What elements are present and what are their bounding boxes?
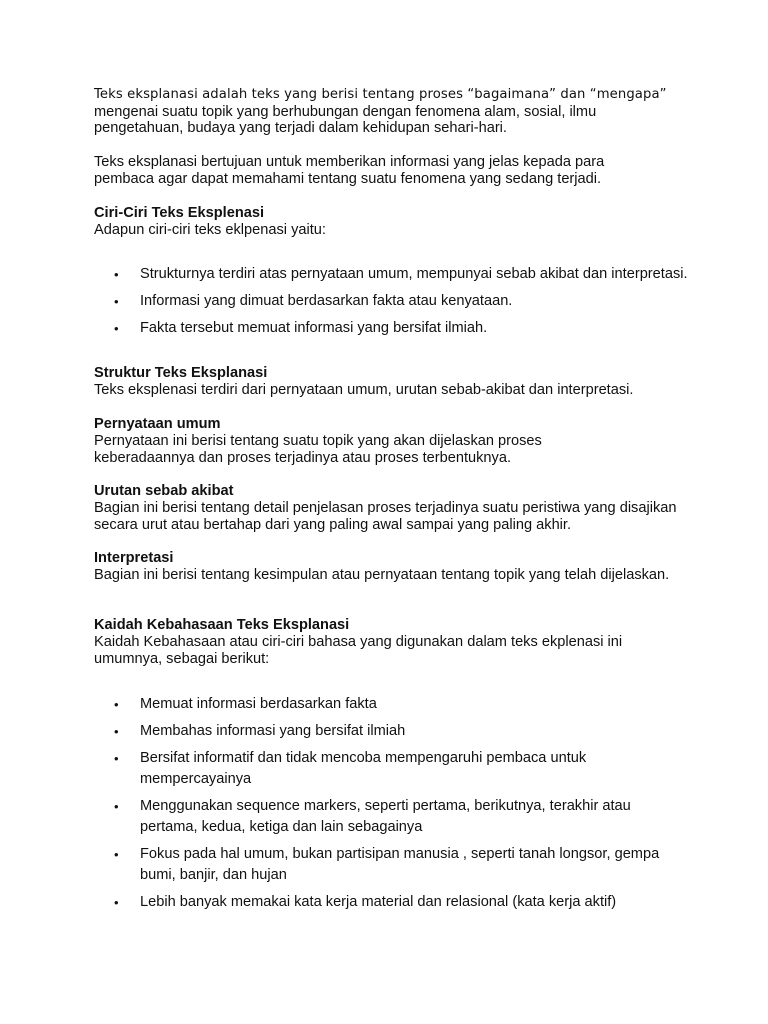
ciri-list (94, 264, 694, 339)
ciri-heading: Ciri-Ciri Teks Eksplenasi (94, 205, 265, 221)
list-item: • Fokus pada hal umum, bukan partisipan manusia , seperti tanah longsor, gempa bumi, banjir, dan hujan (94, 844, 674, 886)
pernyataan-heading: Pernyataan umum (94, 416, 221, 432)
list-item: • Membahas informasi yang bersifat ilmiah (94, 721, 674, 742)
kaidah-list (94, 694, 674, 913)
list-item: • Menggunakan sequence markers, seperti pertama, berikutnya, terakhir atau pertama, kedua, ketiga dan lain sebagainya (94, 796, 674, 838)
list-item: • Memuat informasi berdasarkan fakta (94, 694, 674, 715)
list-item: • Fakta tersebut memuat informasi yang bersifat ilmiah. (94, 318, 694, 339)
ciri-intro: Adapun ciri-ciri teks eklpenasi yaitu: (94, 222, 326, 238)
list-item: • Lebih banyak memakai kata kerja material dan relasional (kata kerja aktif) (94, 892, 674, 913)
purpose-paragraph: Teks eksplanasi bertujuan untuk memberikan informasi yang jelas kepada para pembaca agar dapat memahami tentang suatu fenomena yang sedang terjadi. (94, 154, 605, 187)
intro-first-line: Teks eksplanasi adalah teks yang berisi tentang proses “bagaimana” dan “mengapa” (94, 87, 667, 102)
struktur-heading: Struktur Teks Eksplanasi (94, 365, 268, 381)
list-item: • Informasi yang dimuat berdasarkan fakta atau kenyataan. (94, 291, 694, 312)
interpretasi-heading: Interpretasi (94, 550, 174, 566)
list-item: • Strukturnya terdiri atas pernyataan umum, mempunyai sebab akibat dan interpretasi. (94, 264, 694, 285)
urutan-text: Bagian ini berisi tentang detail penjelasan proses terjadinya suatu peristiwa yang disajikan secara urut atau bertahap dari yang paling awal sampai yang paling akhir. (94, 500, 677, 533)
kaidah-intro: Kaidah Kebahasaan atau ciri-ciri bahasa yang digunakan dalam teks ekplenasi ini umumnya, sebagai berikut: (94, 634, 623, 667)
struktur-text: Teks eksplenasi terdiri dari pernyataan umum, urutan sebab-akibat dan interpretasi. (94, 382, 634, 398)
list-item: • Bersifat informatif dan tidak mencoba mempengaruhi pembaca untuk mempercayainya (94, 748, 674, 790)
urutan-heading: Urutan sebab akibat (94, 483, 234, 499)
interpretasi-text: Bagian ini berisi tentang kesimpulan atau pernyataan tentang topik yang telah dijelaskan. (94, 567, 670, 583)
intro-rest: mengenai suatu topik yang berhubungan dengan fenomena alam, sosial, ilmu pengetahuan, budaya yang terjadi dalam kehidupan sehari-hari. (94, 103, 597, 137)
pernyataan-text: Pernyataan ini berisi tentang suatu topik yang akan dijelaskan proses keberadaannya dan proses terjadinya atau proses terbentuknya. (94, 433, 542, 466)
intro-paragraph (94, 87, 734, 137)
kaidah-heading: Kaidah Kebahasaan Teks Eksplanasi (94, 617, 350, 633)
